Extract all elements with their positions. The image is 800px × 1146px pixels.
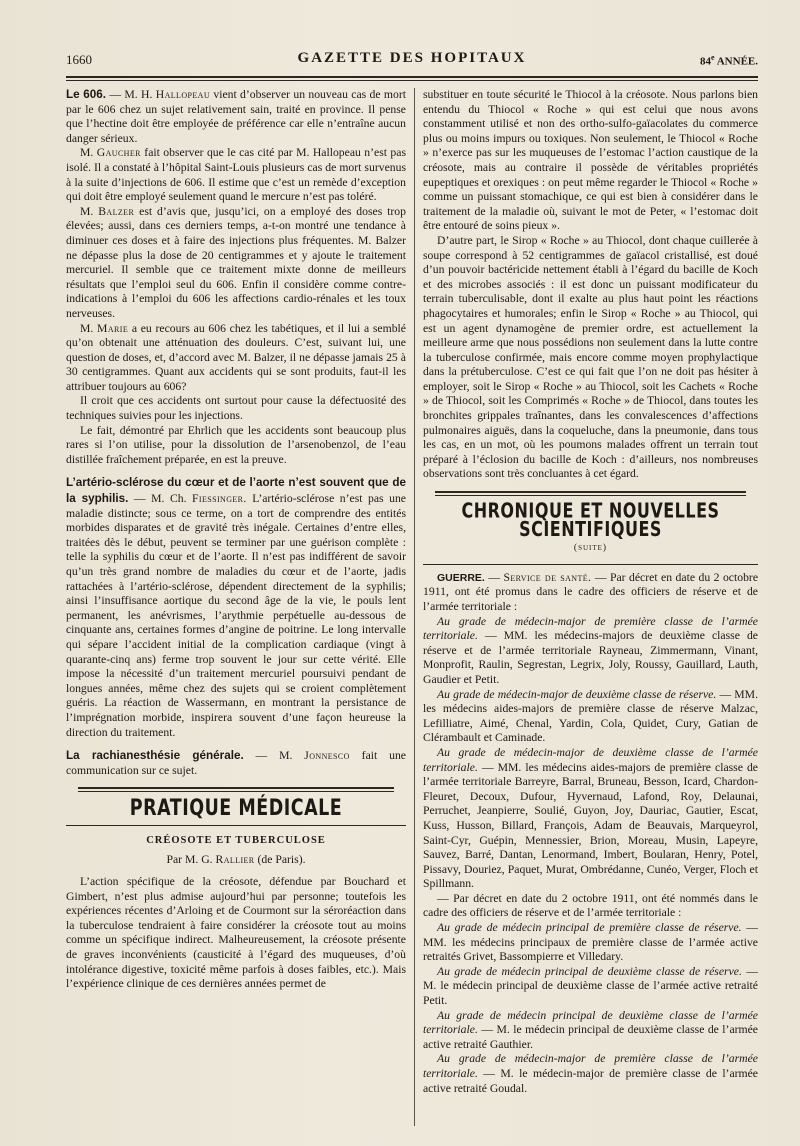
paragraph-arterio — [66, 475, 406, 740]
left-column — [66, 88, 406, 1126]
grade-3-text: — MM. les médecins aides-majors de première classe de l’armée territoriale Barreyre, Barral, Bruneau, Besson, Icard, Chardon-Fleuret, Decoux, Dufour, Hyvernaud, Lafond, Roy, Delaunai, Perruchet, Jeanpierre, Soulié, Guyon, Joy, Dauriac, Gautier, Escat, Kuss, Husson, Billard, François, Adam de Beauvais, Marqueyrol, Saint-Cyr, Guépin, Mennessier, Brion, Moreau, Musin, Lapeyre, Sauvez, Barré, Dantan, Lenormand, Imbert, Boularan, Henry, Potel, Pissavy, Douriez, Paquet, Murat, Ombrédanne, Cunéo, Verger, Floch et Spillmann. — [423, 760, 758, 891]
grade-2-text: — MM. les médecins aides-majors de première classe de réserve Malzac, Lefilliatre, Aimé, Chenal, Yardin, Cola, Quidet, Cury, Gatian de Clérambault et Caminade. — [423, 687, 758, 745]
grade-7-text: — M. le médecin principal de deuxième classe de l’armée active retraité Gauthier. — [423, 1023, 758, 1051]
paragraph-grade-5 — [423, 921, 758, 965]
text-marie-b: a eu recours au 606 chez les tabétiques, et il lui a semblé qu’on obtenait une atténuation des douleurs. C’est, suivant lui, une question de doses, et, d’accord avec M. Balzer, il ne dépasse jamais 25 à 30 centigrammes. Quant aux accidents qui se sont produits, faut-il les attribuer toujours au 606? — [66, 321, 406, 393]
pratique-heading: PRATIQUE MÉDICALE — [129, 796, 343, 822]
grade-1-text: — MM. les médecins-majors de deuxième classe de réserve et de l’armée territoriale Rayneau, Zimmermann, Vinant, Monprofit, Raulin, Segrestan, Legrix, Joly, Roussy, Gauillard, Lauth, Gaudier et Petit. — [423, 629, 758, 686]
paragraph-grade-3 — [423, 746, 758, 892]
text-606-a: — M. H. — [106, 88, 156, 101]
paragraph-marie-d: Le fait, démontré par Ehrlich que les accidents sont beaucoup plus rares si l’on utilise, pour la dissolution de l’arsenobenzol, de l’eau distillée fraîchement préparée, en est la preuve. — [66, 423, 406, 466]
name-fiessinger: Fiessinger. — [192, 492, 247, 506]
text-arterio-a: — M. Ch. — [128, 492, 193, 506]
journal-title: GAZETTE DES HOPITAUX — [297, 50, 527, 66]
article-title: CRÉOSOTE ET TUBERCULOSE — [146, 834, 326, 846]
grade-8-label: Au grade de médecin-major de première classe de l’armée territoriale. — [423, 1052, 758, 1080]
heading-rule — [66, 825, 406, 826]
text-gaucher-a: M. — [80, 146, 97, 160]
grade-3-label: Au grade de médecin-major de deuxième classe de l’armée territoriale. — [423, 745, 758, 774]
grade-5-text: — MM. les médecins principaux de première classe de l’armée active retraités Grivet, Bassompierre et Villedary. — [423, 921, 758, 964]
paragraph-grade-6 — [423, 965, 758, 1009]
year-label — [700, 53, 758, 68]
byline-a: Par M. G. — [166, 852, 216, 866]
text-arterio-b: L’artério-sclérose n’est pas une maladie distincte; sous ce terme, on a tort de comprendre des entités morbides disparates et de gravité très inégale. Certaines d’entre elles, traitées dès le début, peuvent se terminer par une guérison complète : telle la syphilis du cœur et de l’aorte. Il n’est pas indifférent de savoir qu’un très grand nombre de maladies du cœur et de l’aorte, jadis rattachées à l’artério-sclérose, dépendent directement de la syphilis; ainsi l’insuffisance aortique du second âge de la vie, le pouls lent permanent, les anévrismes, l’arythmie perpétuelle au-dessous de cinquante ans, certaines formes d’angine de poitrine. Le long intervalle qui sépare l’accident initial de la complication cardiaque (vingt à quarante-cinq ans) ferme trop souvent le jour sur cette vérité. Elle impose la nécessité d’un traitement mercuriel poursuivi pendant de longues années, même chez des sujets qui se croient complètement guéris. La réaction de Wassermann, en montrant la persistance de l’imprégnation morbide, inspirera souvent d’une façon heureuse la direction du traitement. — [66, 492, 406, 739]
text-balzer-a: M. — [80, 204, 99, 218]
paragraph-marie — [66, 322, 406, 395]
name-marie: Marie — [97, 321, 129, 335]
paragraph-thiocol-a: substituer en toute sécurité le Thiocol à la créosote. Nous parlons bien entendu du Thiocol « Roche » qui est celui que nous avons constamment utilisé et non des ortho-sulfo-gaïacolates du commerce plus ou moins impurs ou toxiques. Non seulement, le Thiocol « Roche » n’exerce pas sur les muqueuses de l’estomac l’action caustique de la créosote, mais au contraire il possède de véritables propriétés eupeptiques et orexiques : on peut même regarder le Thiocol « Roche » comme un puissant stomachique, ce qui est bien à considérer dans le traitement de la maladie où, suivant le mot de Peter, « l’estomac doit être entouré de soins pieux ». — [423, 88, 758, 233]
text-marie-a: M. — [80, 321, 98, 335]
name-balzer: Balzer — [98, 204, 135, 218]
grade-8-text: — M. le médecin-major de première classe de l’armée active retraité Goudal. — [423, 1067, 758, 1095]
paragraph-grade-8 — [423, 1052, 758, 1096]
paragraph-marie-c: Il croit que ces accidents ont surtout pour cause la défectuosité des techniques suivies pour les injections. — [66, 394, 406, 423]
paragraph-thiocol-b: D’autre part, le Sirop « Roche » au Thiocol, dont chaque cuillerée à soupe correspond à 52 centigrammes de gaïacol cristallisé, est doué d’un pouvoir bactéricide nettement établi à l’égard du bacille de Koch et des microbes associés : il est donc un puissant modificateur du terrain tuberculisable, dont il exalte au plus haut point les réactions phagocytaires et humorales; enfin le Sirop « Roche » au Thiocol, qui est un agent dynamogène de premier ordre, est actuellement la meilleure arme que nous possédions non seulement dans la lutte contre la tuberculose confirmée, mais encore comme moyen prophylactique dans la prétuberculose. C’est ce qui fait que l’on ne doit pas hésiter à employer, soit le Sirop « Roche » au Thiocol, soit les Cachets « Roche » de Thiocol, soit les Comprimés « Roche » de Thiocol, dans toutes les bronchites grippales traînantes, dans les convalescences d’affections pulmonaires aiguës, dans la coqueluche, dans la pneumonie, dans tous les cas, en un mot, où les poumons malades offrent un terrain tout préparé à l’éclosion du bacille de Koch : d’ailleurs, nos nombreuses observations sont très concluantes à cet égard. — [423, 233, 758, 481]
text-rachi-b: fait une communication sur ce sujet. — [66, 749, 406, 777]
header-rule — [66, 76, 758, 81]
suite-label — [423, 541, 758, 556]
paragraph-606 — [66, 88, 406, 146]
section-rule-right — [435, 491, 746, 496]
page-number: 1660 — [66, 52, 92, 67]
byline-b: (de Paris). — [254, 852, 306, 866]
lead-606: Le 606. — [66, 88, 107, 101]
paragraph-grade-4: — Par décret en date du 2 octobre 1911, ont été nommés dans le cadre des officiers de réserve et de l’armée territoriale : — [423, 891, 758, 920]
text-balzer-b: est d’avis que, jusqu’ici, on a employé des doses trop élevées; aussi, dans ces derniers temps, a-t-on montré une tendance à diminuer ces doses et à faire des injections plus fréquentes. M. Balzer ne dépasse plus la dose de 20 centigrammes et y ajoute le traitement mercuriel. Il semble que ce traitement mixte donne de meilleurs résultats que l’emploi seul du 606. Enfin il considère comme contre-indications à l’emploi du 606 les affections cardio-rénales et les toux nerveuses. — [66, 204, 406, 320]
paragraph-creosote: L’action spécifique de la créosote, défendue par Bouchard et Gimbert, n’est plus admise aujourd’hui par personne; toutefois les expériences récentes d’Arloing et de Courmont sur la séroréaction dans la tuberculose tendraient à faire considérer la créosote tout au moins comme un spécifique indirect. Malheureusement, la créosote présente de graves inconvénients (causticité à l’égard des muqueuses, d’où intolérance digestive, toxicité même parfois à doses faibles, etc.). Mais l’expérience clinique de ces dernières années permet de — [66, 875, 406, 991]
name-gaucher: Gaucher — [96, 146, 141, 160]
text-guerre-b: — Par décret en date du 2 octobre 1911, ont été promus dans le cadre des officiers de réserve et de l’armée territoriale : — [423, 570, 758, 613]
paragraph-guerre — [423, 571, 758, 615]
right-column — [423, 88, 758, 1126]
page-header — [66, 44, 758, 74]
text-rachi-a: — M. — [243, 749, 305, 763]
grade-2-label: Au grade de médecin-major de deuxième classe de réserve. — [437, 687, 717, 701]
heading-rule-right — [423, 564, 758, 565]
paragraph-rachi — [66, 748, 406, 778]
section-rule — [78, 787, 394, 792]
text-guerre-a: — — [484, 570, 504, 584]
article-byline — [66, 853, 406, 868]
chronique-heading: CHRONIQUE ET NOUVELLES SCIENTIFIQUES — [461, 498, 720, 541]
lead-guerre: GUERRE. — [437, 571, 485, 584]
paragraph-grade-1 — [423, 615, 758, 688]
name-hallopeau: Hallopeau — [155, 88, 211, 101]
year-word: ANNÉE. — [716, 55, 758, 68]
grade-7-label: Au grade de médecin principal de deuxième classe de l’armée territoriale. — [423, 1008, 758, 1037]
name-rallier: Rallier — [215, 852, 255, 866]
paragraph-grade-2 — [423, 688, 758, 746]
grade-6-text: — M. le médecin principal de deuxième classe de l’armée active retraité Petit. — [423, 964, 758, 1008]
lead-arterio: L’artério-sclérose du cœur et de l’aorte n’est souvent que de la syphilis. — [66, 476, 406, 506]
name-jonnesco: Jonnesco — [304, 749, 350, 763]
text-gaucher-b: fait observer que le cas cité par M. Hallopeau n’est pas isolé. Il a constaté à l’hôpital Saint-Louis plusieurs cas de mort survenus à la suite d’injections de 606. Il estime que c’est un remède d’exception qui doit être employé seulement quand le mercure n’est pas toléré. — [66, 146, 406, 204]
grade-5-label: Au grade de médecin principal de première classe de réserve. — [437, 921, 742, 935]
year-number: 84 — [700, 55, 712, 68]
paragraph-balzer — [66, 205, 406, 322]
lead-rachi: La rachianesthésie générale. — [66, 749, 244, 763]
year-suffix: e — [711, 53, 715, 62]
column-divider — [414, 88, 415, 1126]
text-606-b: vient d’observer un nouveau cas de mort par le 606 chez un sujet relativement sain, traité en province. Il pense que l’hectine doit être employée de préférence car elle n’entraîne aucun danger sérieux. — [66, 88, 406, 145]
guerre-service: Service de santé. — [503, 570, 592, 584]
grade-6-label: Au grade de médecin principal de deuxième classe de réserve. — [437, 964, 742, 978]
grade-1-label: Au grade de médecin-major de première classe de l’armée territoriale. — [423, 614, 758, 643]
paragraph-gaucher — [66, 146, 406, 204]
suite-text: (suite) — [573, 543, 608, 554]
paragraph-grade-7 — [423, 1009, 758, 1053]
